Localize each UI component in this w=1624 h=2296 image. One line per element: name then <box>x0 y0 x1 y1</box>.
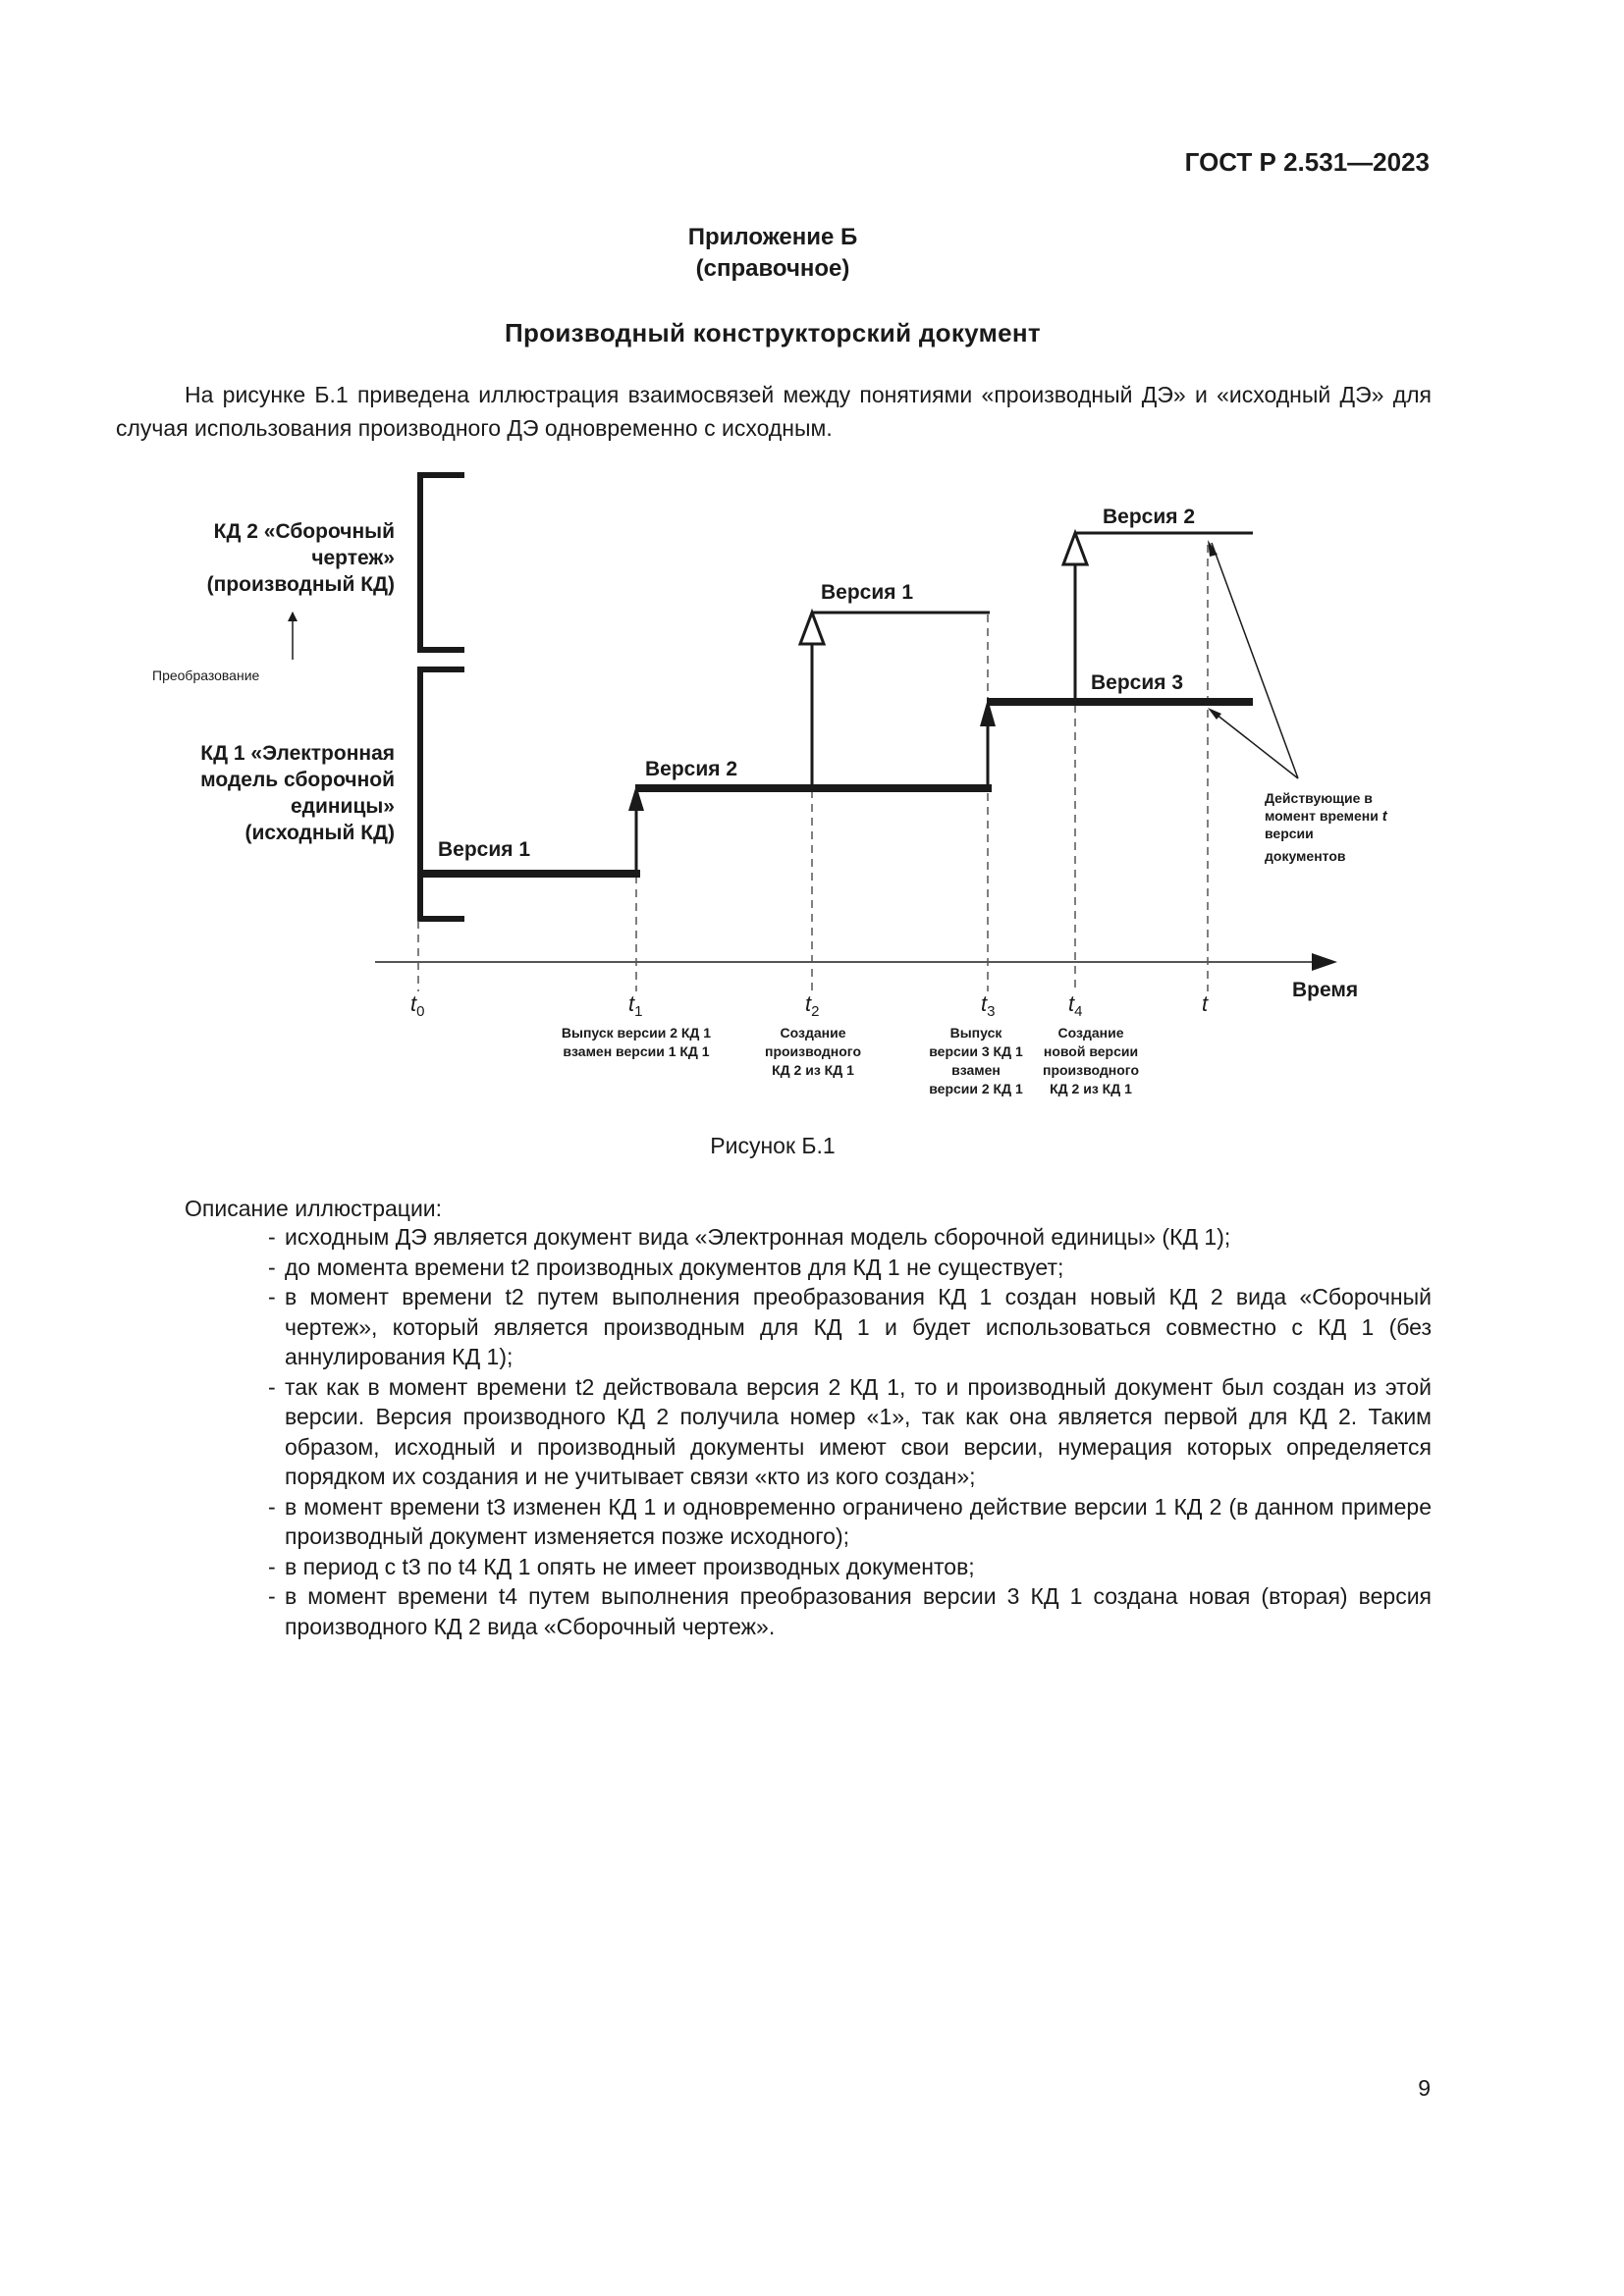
kd1-version3-label: Версия 3 <box>1091 671 1184 694</box>
time-point-t0: $t_0$ <box>410 991 425 1020</box>
active-note-pointers <box>1212 543 1298 778</box>
list-item: - в момент времени t2 путем выполнения преобразования КД 1 создан новый КД 2 вида «Сборочный чертеж», который является производным для КД 1 и будет использоваться совместно с КД 1 (без аннулирования КД 1); <box>268 1284 1438 1369</box>
kd1-version2-label: Версия 2 <box>645 758 738 780</box>
t3-desc-line3: взамен <box>951 1062 1001 1078</box>
kd2-version2-label: Версия 2 <box>1103 506 1196 528</box>
figure-diagram <box>137 452 1387 1119</box>
time-point-t1: $t_1$ <box>628 991 643 1020</box>
kd1-label-line1: КД 1 «Электронная <box>200 742 395 765</box>
kd1-label-line4: (исходный КД) <box>244 822 395 844</box>
transform-label: Преобразование <box>152 667 260 683</box>
t3-desc-line2: версии 3 КД 1 <box>929 1043 1023 1059</box>
time-point-t: t <box>1202 991 1209 1016</box>
t4-desc-line2: новой версии <box>1043 1043 1139 1059</box>
t3-desc-line4: версии 2 КД 1 <box>929 1081 1023 1096</box>
kd2-label-line1: КД 2 «Сборочный <box>213 520 395 543</box>
kd2-label <box>207 520 395 596</box>
list-item: - в момент времени t4 путем выполнения преобразования версии 3 КД 1 создана новая (вторая) версия производного КД 2 вида «Сборочный чертеж». <box>268 1583 1438 1639</box>
active-note-line3: версии <box>1265 826 1314 841</box>
t4-desc-line4: КД 2 из КД 1 <box>1050 1081 1132 1096</box>
time-point-t4: $t_4$ <box>1068 991 1083 1020</box>
kd2-bracket <box>420 475 464 650</box>
active-note-line2: момент времени t <box>1265 808 1387 825</box>
time-axis-arrow <box>1312 953 1337 971</box>
t4-arrow-head <box>1063 533 1087 564</box>
t2-desc-line1: Создание <box>780 1025 846 1041</box>
intro-paragraph: На рисунке Б.1 приведена иллюстрация взаимосвязей между понятиями «производный ДЭ» и «исходный ДЭ» для случая использования производного ДЭ одновременно с исходным. <box>116 382 1432 441</box>
t2-arrow-head <box>800 613 824 644</box>
t4-desc-line3: производного <box>1042 1062 1140 1078</box>
pointer-upper <box>1212 543 1298 778</box>
t4-desc-line1: Создание <box>1057 1025 1124 1041</box>
appendix-title: Приложение Б <box>687 224 858 250</box>
active-note <box>1265 790 1388 864</box>
document-code: ГОСТ Р 2.531—2023 <box>1184 147 1430 177</box>
kd2-label-line3: (производный КД) <box>206 573 395 596</box>
pointer-lower-head <box>1208 708 1221 720</box>
list-item: - так как в момент времени t2 действовала версия 2 КД 1, то и производный документ был создан из этой версии. Версия производного КД 2 получила номер «1», так как она является первой для КД 2. Таким образом, исходный и производный документы имеют свои версии, нумерация которых определяется порядком их создания и не учитывает связи «кто из кого создан»; <box>268 1373 1438 1489</box>
kd1-label-line2: модель сборочной <box>200 769 395 791</box>
axis-label: Время <box>1292 979 1359 1001</box>
active-note-line1: Действующие в <box>1265 790 1373 806</box>
list-item: - в период с t3 по t4 КД 1 опять не имеет производных документов; <box>268 1553 975 1579</box>
time-point-t2: $t_2$ <box>805 991 820 1020</box>
list-item: - исходным ДЭ является документ вида «Электронная модель сборочной единицы» (КД 1); <box>268 1224 1231 1250</box>
t2-desc-line3: КД 2 из КД 1 <box>772 1062 854 1078</box>
kd1-version1-label: Версия 1 <box>438 838 531 861</box>
pointer-upper-head <box>1208 540 1218 557</box>
t1-desc-line1: Выпуск версии 2 КД 1 <box>561 1025 712 1041</box>
kd1-bracket <box>420 669 464 919</box>
t1-desc-line2: взамен версии 1 КД 1 <box>563 1043 710 1059</box>
t3-desc-line1: Выпуск <box>949 1025 1002 1041</box>
time-point-t3: $t_3$ <box>981 991 996 1020</box>
kd2-label-line2: чертеж» <box>311 547 395 569</box>
list-item: - до момента времени t2 производных документов для КД 1 не существует; <box>268 1254 1064 1280</box>
page-number: 9 <box>1418 2075 1431 2101</box>
active-note-line4: документов <box>1265 848 1346 864</box>
section-title: Производный конструкторский документ <box>505 318 1041 347</box>
kd2-version1-label: Версия 1 <box>821 581 914 604</box>
description-list <box>265 1222 1438 1641</box>
kd1-label-line3: единицы» <box>290 795 395 818</box>
appendix-type: (справочное) <box>695 255 850 282</box>
list-item: - в момент времени t3 изменен КД 1 и одновременно ограничено действие версии 1 КД 2 (в данном примере производный документ изменяется позже исходного); <box>268 1493 1438 1549</box>
kd1-label <box>200 742 395 844</box>
figure-caption: Рисунок Б.1 <box>710 1133 836 1158</box>
description-heading: Описание иллюстрации: <box>185 1196 443 1221</box>
t2-desc-line2: производного <box>764 1043 862 1059</box>
